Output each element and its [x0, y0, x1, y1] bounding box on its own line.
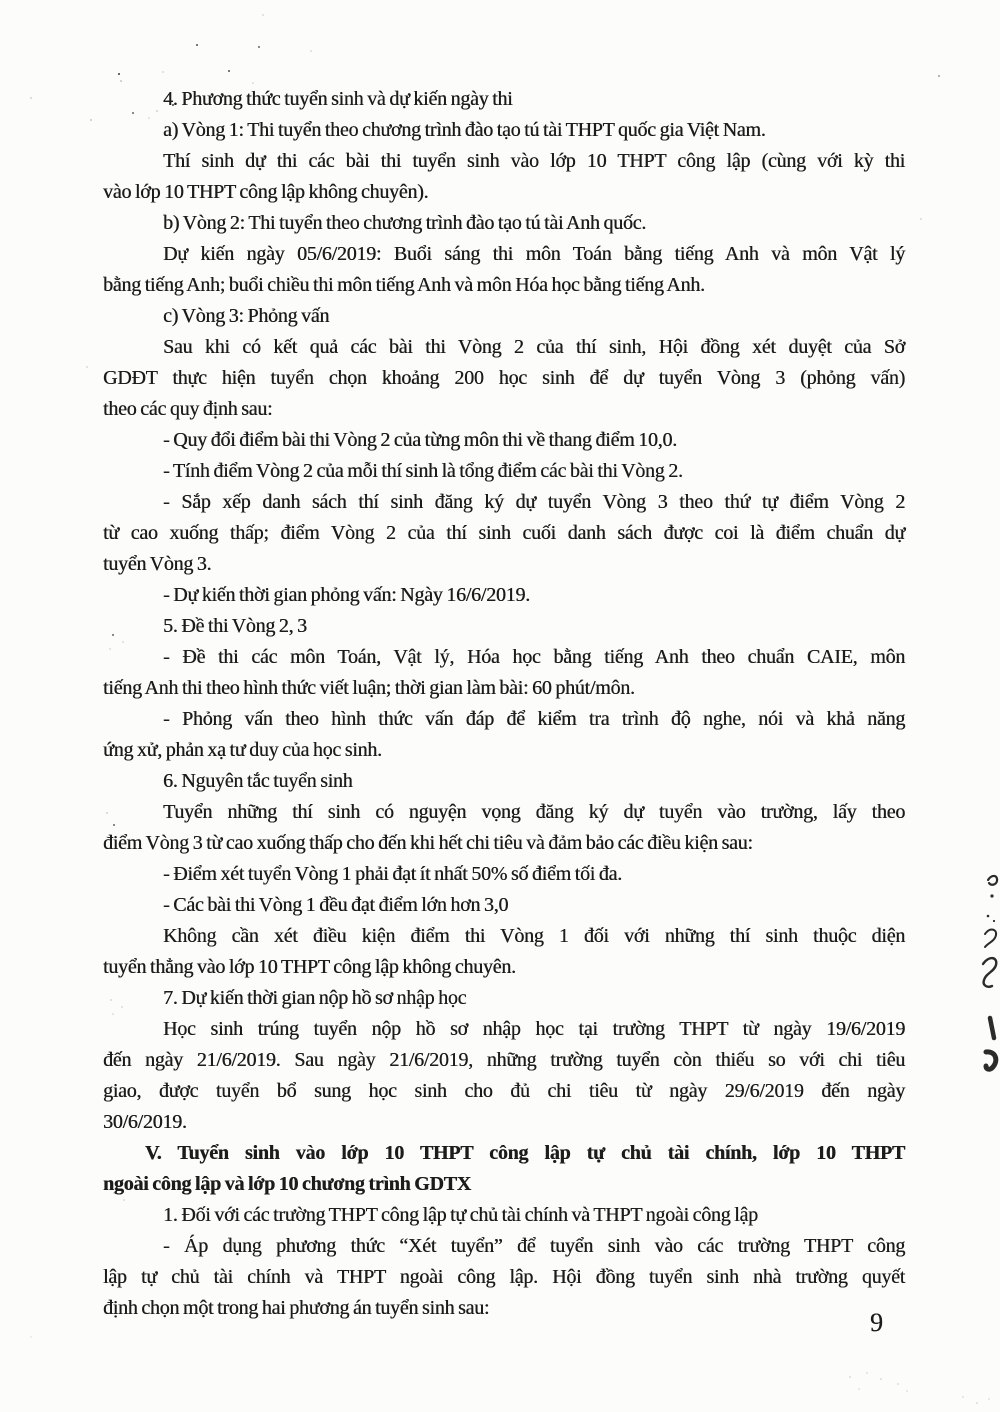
text-line: từ cao xuống thấp; điểm Vòng 2 của thí sinh cuối danh sách được coi là điểm chuẩn dự	[103, 522, 905, 544]
text-line: bằng tiếng Anh; buổi chiều thi môn tiếng Anh và môn Hóa học bằng tiếng Anh.	[103, 274, 705, 296]
document-body	[103, 84, 905, 1324]
paragraph	[103, 301, 905, 332]
text-line: Thí sinh dự thi các bài thi tuyển sinh vào lớp 10 THPT công lập (cùng với kỳ thi	[163, 150, 905, 172]
text-line: 30/6/2019.	[103, 1111, 187, 1133]
text-line: lập tự chủ tài chính và THPT ngoài công lập. Hội đồng tuyển sinh nhà trường quyết	[103, 1266, 905, 1288]
paragraph	[103, 425, 905, 456]
text-line: 7. Dự kiến thời gian nộp hồ sơ nhập học	[163, 987, 467, 1009]
section-heading	[103, 766, 905, 797]
text-line: tuyển thẳng vào lớp 10 THPT công lập không chuyên.	[103, 956, 516, 978]
text-line: định chọn một trong hai phương án tuyển sinh sau:	[103, 1297, 490, 1319]
text-line: - Dự kiến thời gian phỏng vấn: Ngày 16/6/2019.	[163, 584, 530, 606]
text-line: điểm Vòng 3 từ cao xuống thấp cho đến khi hết chi tiêu và đảm bảo các điều kiện sau:	[103, 832, 753, 854]
text-line: Dự kiến ngày 05/6/2019: Buổi sáng thi môn Toán bằng tiếng Anh và môn Vật lý	[163, 243, 905, 265]
paragraph	[103, 115, 905, 146]
paragraph	[103, 1231, 905, 1324]
paragraph	[103, 890, 905, 921]
text-line: - Đề thi các môn Toán, Vật lý, Hóa học bằng tiếng Anh theo chuẩn CAIE, môn	[163, 646, 905, 668]
text-line: V. Tuyển sinh vào lớp 10 THPT công lập tự chủ tài chính, lớp 10 THPT	[145, 1142, 905, 1164]
paragraph	[103, 797, 905, 859]
text-line: GDĐT thực hiện tuyển chọn khoảng 200 học sinh để dự tuyển Vòng 3 (phỏng vấn)	[103, 367, 905, 389]
edge-ink-marks	[976, 872, 1000, 1072]
text-line: giao, được tuyển bổ sung học sinh cho đủ chi tiêu từ ngày 29/6/2019 đến ngày	[103, 1080, 905, 1102]
text-line: 4. Phương thức tuyển sinh và dự kiến ngày thi	[163, 88, 513, 110]
paragraph	[103, 1014, 905, 1138]
text-line: tuyển Vòng 3.	[103, 553, 212, 575]
section-heading-bold	[103, 1138, 905, 1200]
paragraph	[103, 1200, 905, 1231]
paragraph	[103, 332, 905, 425]
paragraph	[103, 921, 905, 983]
text-line: 6. Nguyên tắc tuyển sinh	[163, 770, 353, 792]
text-line: Học sinh trúng tuyển nộp hồ sơ nhập học tại trường THPT từ ngày 19/6/2019	[163, 1018, 905, 1040]
text-line: - Điểm xét tuyển Vòng 1 phải đạt ít nhất 50% số điểm tối đa.	[163, 863, 622, 885]
scan-noise-speckles	[0, 0, 2, 2]
paragraph	[103, 704, 905, 766]
text-line: đến ngày 21/6/2019. Sau ngày 21/6/2019, những trường tuyển còn thiếu so với chi tiêu	[103, 1049, 905, 1071]
text-line: - Tính điểm Vòng 2 của mỗi thí sinh là tổng điểm các bài thi Vòng 2.	[163, 460, 683, 482]
text-line: theo các quy định sau:	[103, 398, 273, 420]
text-line: Tuyển những thí sinh có nguyện vọng đăng ký dự tuyển vào trường, lấy theo	[163, 801, 905, 823]
text-line: c) Vòng 3: Phỏng vấn	[163, 305, 330, 327]
text-line: ngoài công lập và lớp 10 chương trình GDTX	[103, 1173, 471, 1195]
paragraph	[103, 146, 905, 208]
paragraph	[103, 580, 905, 611]
text-line: b) Vòng 2: Thi tuyển theo chương trình đào tạo tú tài Anh quốc.	[163, 212, 646, 234]
paragraph	[103, 487, 905, 580]
paragraph	[103, 456, 905, 487]
text-line: - Áp dụng phương thức “Xét tuyển” để tuyển sinh vào các trường THPT công	[163, 1235, 905, 1257]
text-line: a) Vòng 1: Thi tuyển theo chương trình đào tạo tú tài THPT quốc gia Việt Nam.	[163, 119, 766, 141]
paragraph	[103, 208, 905, 239]
text-line: tiếng Anh thi theo hình thức viết luận; thời gian làm bài: 60 phút/môn.	[103, 677, 635, 699]
paragraph	[103, 859, 905, 890]
text-line: ứng xử, phản xạ tư duy của học sinh.	[103, 739, 382, 761]
text-line: 5. Đề thi Vòng 2, 3	[163, 615, 307, 637]
paragraph	[103, 642, 905, 704]
text-line: - Sắp xếp danh sách thí sinh đăng ký dự tuyển Vòng 3 theo thứ tự điểm Vòng 2	[163, 491, 905, 513]
text-line: Không cần xét điều kiện điểm thi Vòng 1 đối với những thí sinh thuộc diện	[163, 925, 905, 947]
paragraph	[103, 239, 905, 301]
text-line: 1. Đối với các trường THPT công lập tự chủ tài chính và THPT ngoài công lập	[163, 1204, 758, 1226]
text-line: vào lớp 10 THPT công lập không chuyên).	[103, 181, 429, 203]
section-heading	[103, 611, 905, 642]
text-line: - Quy đổi điểm bài thi Vòng 2 của từng môn thi về thang điểm 10,0.	[163, 429, 677, 451]
section-heading	[103, 84, 905, 115]
page-number: 9	[870, 1308, 883, 1337]
text-line: - Các bài thi Vòng 1 đều đạt điểm lớn hơn 3,0	[163, 894, 509, 916]
text-line: Sau khi có kết quả các bài thi Vòng 2 của thí sinh, Hội đồng xét duyệt của Sở	[163, 336, 905, 358]
text-line: - Phỏng vấn theo hình thức vấn đáp để kiểm tra trình độ nghe, nói và khả năng	[163, 708, 905, 730]
section-heading	[103, 983, 905, 1014]
